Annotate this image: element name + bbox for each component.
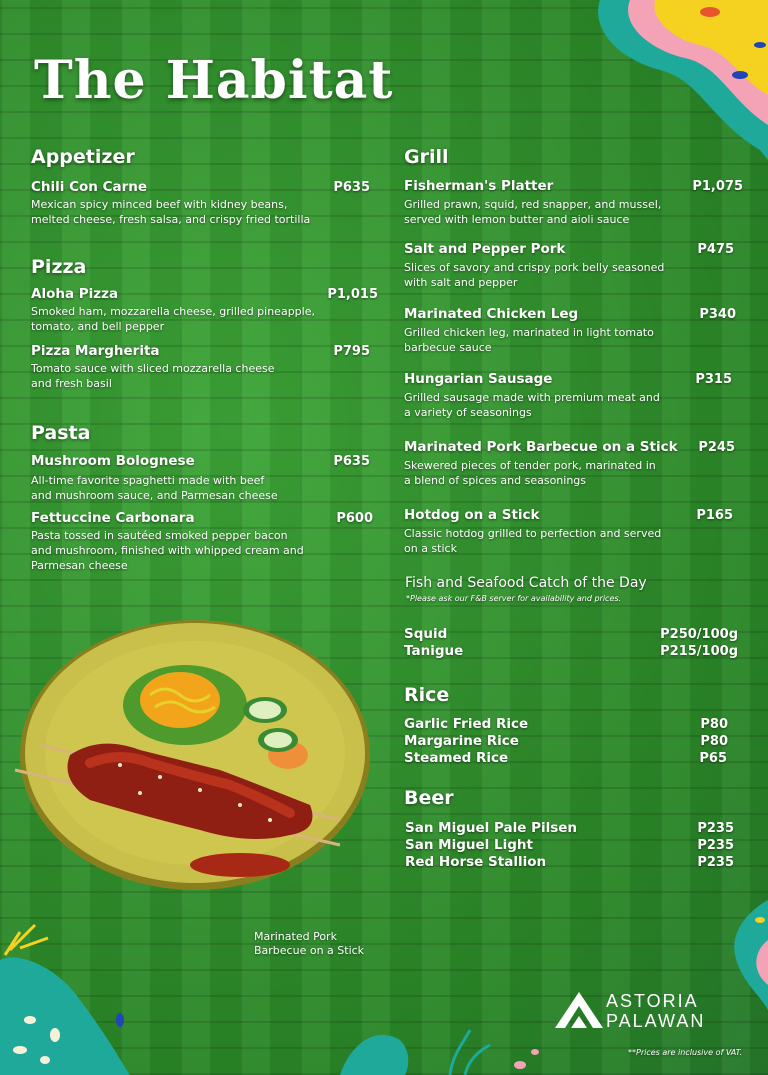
- menu-item-name: Garlic Fried Rice: [404, 716, 529, 732]
- menu-item-name: Fettuccine Carbonara: [31, 510, 195, 526]
- section-heading-beer: Beer: [404, 787, 454, 809]
- menu-item-name: Margarine Rice: [404, 733, 519, 749]
- page-title: The Habitat: [34, 50, 394, 111]
- menu-item-price: P600: [336, 511, 373, 526]
- availability-note: *Please ask our F&B server for availability and prices.: [406, 594, 622, 603]
- food-photo-bbq-skewers: [10, 615, 375, 895]
- menu-item-desc: Smoked ham, mozzarella cheese, grilled pineapple, tomato, and bell pepper: [31, 305, 315, 333]
- menu-item-price: P795: [333, 344, 370, 359]
- section-heading-rice: Rice: [404, 684, 450, 706]
- menu-item-price: P1,075: [692, 179, 743, 194]
- menu-item-price: P245: [698, 440, 735, 455]
- menu-item-name: Marinated Chicken Leg: [404, 306, 579, 322]
- menu-item-name: Salt and Pepper Pork: [404, 241, 566, 257]
- menu-item-name: Marinated Pork Barbecue on a Stick: [404, 439, 678, 455]
- menu-item-name: San Miguel Light: [405, 837, 533, 853]
- menu-item-price: P315: [695, 372, 732, 387]
- menu-item-desc: Mexican spicy minced beef with kidney beans, melted cheese, fresh salsa, and crispy fried tortilla: [31, 198, 311, 226]
- menu-item-price: P80: [700, 734, 728, 749]
- menu-item-desc: All-time favorite spaghetti made with beef and mushroom sauce, and Parmesan cheese: [31, 474, 278, 502]
- menu-item-price: P250/100g: [660, 627, 738, 642]
- menu-item-price: P475: [697, 242, 734, 257]
- menu-item-name: Tanigue: [404, 643, 464, 659]
- menu-item-name: San Miguel Pale Pilsen: [405, 820, 578, 836]
- menu-item-desc: Tomato sauce with sliced mozzarella cheese and fresh basil: [31, 362, 275, 390]
- menu-item-price: P65: [699, 751, 727, 766]
- astoria-logo-icon: [553, 990, 605, 1030]
- menu-item-price: P235: [697, 821, 734, 836]
- menu-item-price: P235: [697, 855, 734, 870]
- photo-caption: Marinated Pork Barbecue on a Stick: [254, 930, 365, 957]
- menu-item-desc: Skewered pieces of tender pork, marinated in a blend of spices and seasonings: [404, 459, 656, 487]
- menu-item-price: P635: [333, 180, 370, 195]
- menu-item-price: P215/100g: [660, 644, 738, 659]
- bottom-left-decoration: [0, 920, 140, 1075]
- bottom-center-decoration: [340, 1010, 560, 1075]
- menu-item-price: P340: [699, 307, 736, 322]
- menu-item-name: Fisherman's Platter: [404, 178, 554, 194]
- menu-item-name: Hungarian Sausage: [404, 371, 553, 387]
- menu-item-desc: Slices of savory and crispy pork belly seasoned with salt and pepper: [404, 261, 665, 289]
- menu-item-desc: Grilled chicken leg, marinated in light tomato barbecue sauce: [404, 326, 654, 354]
- section-heading-grill: Grill: [404, 146, 449, 168]
- top-right-decoration: [560, 0, 768, 165]
- menu-item-price: P80: [700, 717, 728, 732]
- section-heading-catch-of-the-day: Fish and Seafood Catch of the Day: [405, 575, 647, 591]
- menu-item-desc: Grilled prawn, squid, red snapper, and mussel, served with lemon butter and aioli sauce: [404, 198, 662, 226]
- menu-item-price: P235: [697, 838, 734, 853]
- section-heading-pizza: Pizza: [31, 256, 87, 278]
- menu-item-name: Red Horse Stallion: [405, 854, 547, 870]
- menu-item-desc: Classic hotdog grilled to perfection and served on a stick: [404, 527, 662, 555]
- menu-item-price: P635: [333, 454, 370, 469]
- menu-item-desc: Pasta tossed in sautéed smoked pepper bacon and mushroom, finished with whipped cream and Parmesan cheese: [31, 529, 304, 572]
- menu-item-name: Hotdog on a Stick: [404, 507, 540, 523]
- section-heading-pasta: Pasta: [31, 422, 91, 444]
- vat-note: **Prices are inclusive of VAT.: [628, 1048, 743, 1057]
- menu-item-name: Mushroom Bolognese: [31, 453, 195, 469]
- menu-item-name: Chili Con Carne: [31, 179, 148, 195]
- menu-item-desc: Grilled sausage made with premium meat and a variety of seasonings: [404, 391, 660, 419]
- menu-item-name: Aloha Pizza: [31, 286, 119, 302]
- menu-item-name: Pizza Margherita: [31, 343, 160, 359]
- menu-item-price: P165: [696, 508, 733, 523]
- brand-wordmark: ASTORIA PALAWAN: [606, 991, 706, 1031]
- menu-item-name: Steamed Rice: [404, 750, 509, 766]
- menu-item-name: Squid: [404, 626, 448, 642]
- menu-item-price: P1,015: [327, 287, 378, 302]
- section-heading-appetizer: Appetizer: [31, 146, 135, 168]
